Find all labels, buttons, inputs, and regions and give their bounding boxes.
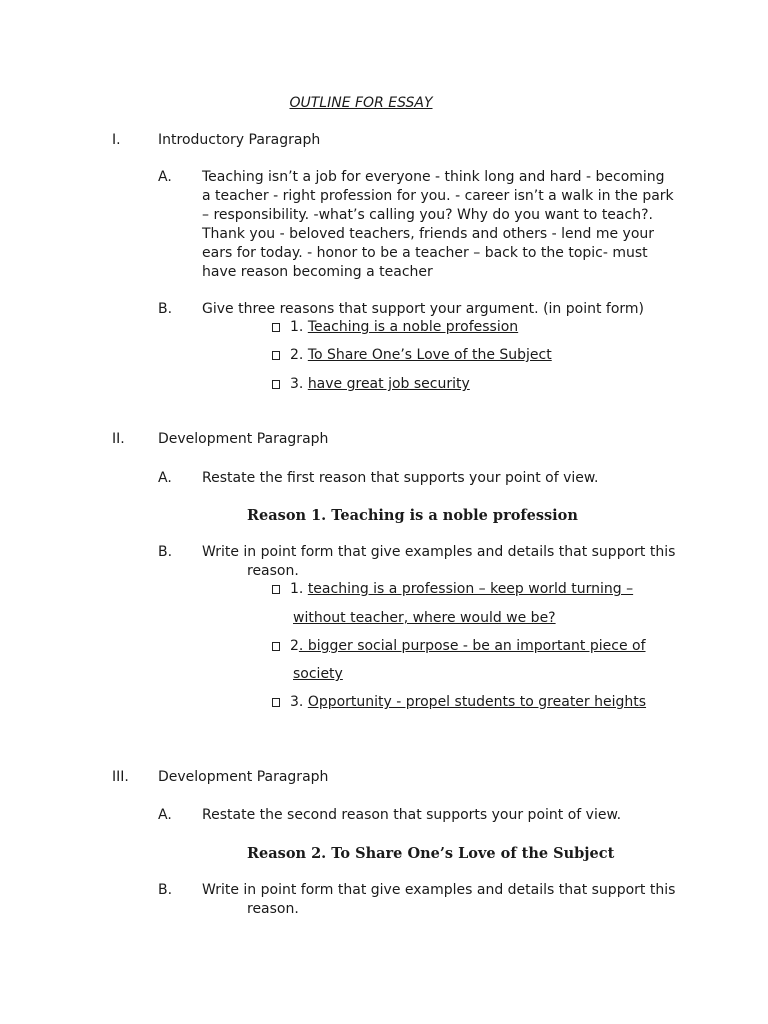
list-item bbox=[272, 318, 518, 337]
section-1-a-line: – responsibility. -what’s calling you? Why do you want to teach?. bbox=[202, 207, 653, 223]
section-2-numeral: II. bbox=[112, 431, 125, 447]
section-3-numeral: III. bbox=[112, 769, 129, 785]
list-item-number: 2. bbox=[290, 347, 308, 363]
section-1-heading: Introductory Paragraph bbox=[158, 132, 321, 148]
checkbox-icon bbox=[272, 351, 280, 360]
section-1-b-letter: B. bbox=[158, 301, 173, 317]
section-2-b-text-cont: reason. bbox=[247, 563, 299, 579]
section-1-a-line: Thank you - beloved teachers, friends and others - lend me your bbox=[202, 226, 655, 242]
list-item-text: Opportunity - propel students to greater heights bbox=[307, 694, 647, 710]
list-item bbox=[272, 346, 552, 365]
section-1-a-line: a teacher - right profession for you. - career isn’t a walk in the park bbox=[202, 188, 674, 204]
list-item-text: have great job security bbox=[307, 376, 470, 392]
checkbox-icon bbox=[272, 642, 280, 651]
list-item-number: 3. bbox=[290, 376, 308, 392]
list-item bbox=[272, 580, 633, 599]
section-3-b-text: Write in point form that give examples and details that support this bbox=[202, 882, 676, 898]
list-item-continuation: society bbox=[293, 666, 343, 682]
list-item-text: teaching is a profession – keep world turning – bbox=[307, 581, 634, 597]
section-1-a-letter: A. bbox=[158, 169, 172, 185]
list-item-number: 2 bbox=[290, 638, 299, 654]
list-item bbox=[272, 693, 646, 712]
section-1-b-text: Give three reasons that support your argument. (in point form) bbox=[202, 301, 644, 317]
checkbox-icon bbox=[272, 698, 280, 707]
section-1-a-line: have reason becoming a teacher bbox=[202, 264, 433, 280]
list-item bbox=[272, 637, 646, 656]
list-item-number: 1. bbox=[290, 581, 308, 597]
list-item-number: 1. bbox=[290, 319, 308, 335]
list-item-text: To Share One’s Love of the Subject bbox=[307, 347, 552, 363]
section-3-b-text-cont: reason. bbox=[247, 901, 299, 917]
checkbox-icon bbox=[272, 323, 280, 332]
list-item bbox=[272, 375, 470, 394]
document-title: OUTLINE FOR ESSAY bbox=[289, 95, 433, 111]
section-2-b-text: Write in point form that give examples and details that support this bbox=[202, 544, 676, 560]
section-1-a-line: Teaching isn’t a job for everyone - think long and hard - becoming bbox=[202, 169, 665, 185]
checkbox-icon bbox=[272, 585, 280, 594]
section-3-a-letter: A. bbox=[158, 807, 172, 823]
section-3-heading: Development Paragraph bbox=[158, 769, 329, 785]
list-item-number: 3. bbox=[290, 694, 308, 710]
list-item-text: . bigger social purpose - be an important piece of bbox=[298, 638, 646, 654]
section-1-a-line: ears for today. - honor to be a teacher – back to the topic- must bbox=[202, 245, 648, 261]
checkbox-icon bbox=[272, 380, 280, 389]
section-3-reason: Reason 2. To Share One’s Love of the Subject bbox=[247, 845, 615, 862]
section-2-a-text: Restate the first reason that supports your point of view. bbox=[202, 470, 599, 486]
section-2-a-letter: A. bbox=[158, 470, 172, 486]
section-2-b-letter: B. bbox=[158, 544, 173, 560]
section-3-b-letter: B. bbox=[158, 882, 173, 898]
section-1-numeral: I. bbox=[112, 132, 121, 148]
section-2-reason: Reason 1. Teaching is a noble profession bbox=[247, 507, 578, 524]
list-item-continuation: without teacher, where would we be? bbox=[293, 610, 556, 626]
section-2-heading: Development Paragraph bbox=[158, 431, 329, 447]
list-item-text: Teaching is a noble profession bbox=[307, 319, 519, 335]
section-3-a-text: Restate the second reason that supports your point of view. bbox=[202, 807, 622, 823]
